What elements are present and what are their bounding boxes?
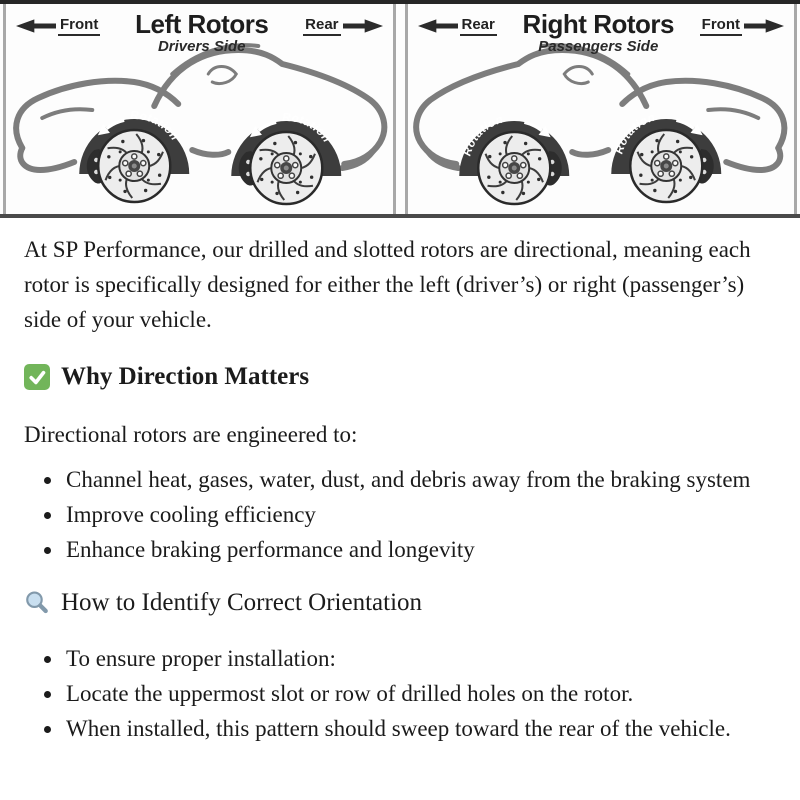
- corner-front: [16, 16, 100, 36]
- intro-paragraph: At SP Performance, our drilled and slotted rotors are directional, meaning each rotor is specifically designed for either the left (driver’s) or right (passenger’s) side of your vehicle.: [24, 237, 751, 332]
- panel-titles: [497, 11, 700, 55]
- list-item: • When installed, this pattern should sweep toward the rear of the vehicle.: [64, 711, 754, 746]
- corner-label: Rear: [460, 16, 497, 36]
- right-arrow-icon: [744, 18, 784, 34]
- magnifier-icon: [24, 590, 50, 616]
- rotation-label: Rotation: [130, 109, 181, 143]
- rotation-label: Rotation: [612, 111, 657, 156]
- check-mark-icon: [24, 364, 50, 390]
- corner-label: Front: [58, 16, 100, 36]
- identify-bullet-list: [24, 641, 754, 746]
- list-item: • Locate the uppermost slot or row of drilled holes on the rotor.: [64, 676, 754, 711]
- corner-rear: [418, 16, 497, 36]
- section-heading-text: How to Identify Correct Orientation: [61, 589, 423, 616]
- rotor-direction-diagram: [0, 0, 800, 218]
- panel-header: [408, 10, 795, 55]
- right-arrow-icon: [343, 18, 383, 34]
- panel-title: Left Rotors: [135, 9, 269, 39]
- panel-titles: [100, 11, 303, 55]
- panel-header: [6, 10, 393, 55]
- left-arrow-icon: [16, 18, 56, 34]
- rotation-label: Rotation: [460, 113, 505, 158]
- section-heading-identify: [24, 587, 754, 619]
- corner-rear: [303, 16, 382, 36]
- list-item: • To ensure proper installation:: [64, 641, 754, 676]
- corner-label: Front: [700, 16, 742, 36]
- left-rotors-panel: [3, 4, 396, 214]
- section-heading-text: Why Direction Matters: [61, 363, 310, 390]
- corner-label: Rear: [303, 16, 340, 36]
- list-item: • Improve cooling efficiency: [64, 497, 754, 532]
- list-item: • Channel heat, gases, water, dust, and debris away from the braking system: [64, 462, 754, 497]
- why-bullet-list: [24, 462, 754, 567]
- left-arrow-icon: [418, 18, 458, 34]
- corner-front: [700, 16, 784, 36]
- article: [0, 218, 754, 746]
- panel-subtitle: Passengers Side: [538, 38, 659, 55]
- lead-paragraph: Directional rotors are engineered to:: [24, 422, 358, 447]
- section-heading-why: [24, 361, 754, 393]
- right-rotors-panel: [405, 4, 798, 214]
- rotation-label: Rotation: [282, 111, 333, 145]
- panel-subtitle: Drivers Side: [157, 38, 246, 55]
- panel-title: Right Rotors: [522, 9, 674, 39]
- list-item: • Enhance braking performance and longevity: [64, 532, 754, 567]
